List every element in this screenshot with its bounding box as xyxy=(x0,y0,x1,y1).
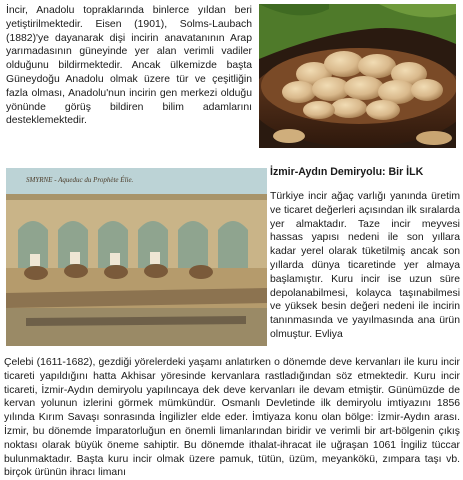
section-column-paragraph: Türkiye incir ağaç varlığı yanında üretim ve ticaret değerleri açısından ilk sıralarda yer almaktadır. Taze incir meyvesi hassas yapısı nedeni ile son yıllara kadar yerel olarak tüketilmiş ancak son yıllarda dünya ticaretinde yer almaya başlamıştır. Kuru incir ise uzun süre depolanabilmesi, kolayca taşınabilmesi ve yüksek besin değeri nedeni ile incirin tanınmasında ve yayılmasında ana ürün olmuştur. Evliya xyxy=(270,191,460,340)
postcard-caption: SMYRNE - Aqueduc du Prophète Élie. xyxy=(26,176,134,184)
dried-figs-photo xyxy=(259,4,456,148)
aqueduct-postcard-image xyxy=(6,168,267,346)
section-full-paragraph: Çelebi (1611-1682), gezdiği yörelerdeki yaşamı anlatırken o dönemde deve kervanları ile kuru incir ticareti yapıldığını hatta Akhisar yöresinde kervanlara rastladığından söz etmektedir. Kuru incir ticareti, İzmir-Aydın demiryolu yapılıncaya dek deve kervanları ile devam etmiştir. Günümüzde de kervan yolunun izlerini görmek mümkündür. Osmanlı Devletinde ilk demiryolu imtiyazını 1856 yılında Kırım Savaşı sonrasında İngilizler elde eder. İmtiyaza konu olan bölge: İzmir-Aydın arası. İzmir, bu dönemde İmparatorluğun en önemli limanlarından biridir ve verimli bir art-bölgenin çıkış noktası olarak büyük öneme sahiptir. Bu dönemde ithalat-ihracat ile uğraşan 1061 İngiliz tüccar bulunmaktadır. Başta kuru incir olmak üzere pamuk, tütün, üzüm, meyankökü, zımpara taşı vb. birçok ürünün ihracı limanı xyxy=(4,357,460,479)
section-heading: İzmir-Aydın Demiryolu: Bir İLK xyxy=(270,166,424,178)
intro-paragraph: İncir, Anadolu topraklarında binlerce yıldan beri yetiştirilmektedir. Eisen (1901), Solms-Laubach (1882)'ye dayanarak dişi incirin anavatanının Arap yarımadasının güneyinde yer alan verimli vadiler olduğunu bildirmektedir. Ancak ülkemizde başta Güneydoğu Anadolu olmak üzere tür ve çeşitliğin fazla olması, Anadolu'nun incirin gen merkezi olduğu yönünde görüş bildiren bilim adamlarını desteklemektedir. xyxy=(6,5,252,127)
